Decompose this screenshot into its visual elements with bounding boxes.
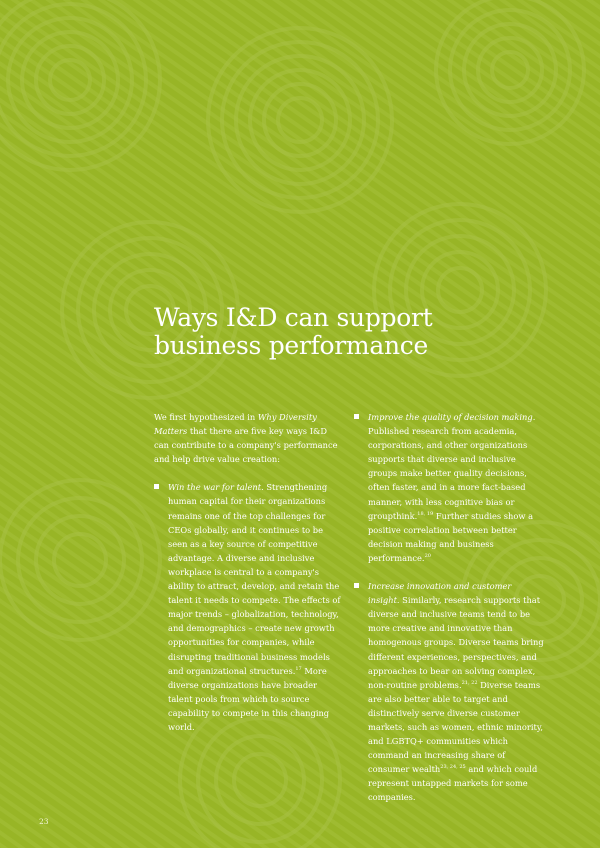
ways-list-right (354, 410, 544, 805)
footnote-ref: 20 (424, 553, 431, 560)
bullet-lead: Win the war for talent. (168, 482, 264, 493)
list-item-innovation: Increase innovation and customer insight. Similarly, research supports that diverse and inclusive teams tend to be more creative and innovative than homogenous groups. Diverse teams bring different experiences, perspectives, and approaches to bear on solving complex, non-routine problems.$^{21, 22}$ Diverse teams are also better able to target and distinctively serve diverse customer markets, such as women, ethnic minority, and LGBTQ+ communities which command an increasing share of consumer wealth$^{23, 24, 25}$ and which could represent untapped markets for some companies. (354, 579, 544, 805)
title-line-1: Ways I&D can support (154, 303, 433, 332)
square-bullet-icon (354, 414, 359, 419)
footnote-ref: 21, 22 (461, 679, 478, 686)
list-item-talent: Win the war for talent. Strengthening human capital for their organizations remains one of the top challenges for CEOs globally, and it continues to be seen as a key source of competitive advantage. A diverse and inclusive workplace is central to a company's ability to attract, develop, and retain the talent it needs to compete. The effects of major trends – globalization, technology, and demographics – create new growth opportunities for companies, while disrupting traditional business models and organizational structures.$^{17}$ More diverse organizations have broader talent pools from which to source capability to compete in this changing world. (154, 480, 344, 734)
page-title (154, 304, 474, 360)
report-title-reference: Why Diversity Matters (154, 412, 317, 437)
footnote-ref: 23, 24, 25 (440, 764, 466, 771)
list-item-decision-making: Improve the quality of decision making. Published research from academia, corporations, and other organizations supports that diverse and inclusive groups make better quality decisions, often faster, and in a more fact-based manner, with less cognitive bias or groupthink.$^{18, 19}$ Further studies show a positive correlation between better decision making and business performance.$^{20}$ (354, 410, 544, 565)
square-bullet-icon (354, 583, 359, 588)
intro-paragraph: We first hypothesized in Why Diversity Matters that there are five key ways I&D can contribute to a company's performance and help drive value creation: (154, 412, 338, 465)
bullet-lead: Improve the quality of decision making. (368, 412, 536, 422)
right-column (354, 410, 544, 805)
footnote-ref: 18, 19 (417, 510, 434, 517)
bullet-lead: Increase innovation and customer insight. (368, 581, 512, 606)
square-bullet-icon (154, 484, 159, 489)
left-column (154, 410, 344, 734)
title-line-2: business performance (154, 331, 428, 360)
footnote-ref: 17 (295, 665, 302, 672)
ways-list-left (154, 480, 344, 734)
page-number: 23 (39, 817, 49, 826)
